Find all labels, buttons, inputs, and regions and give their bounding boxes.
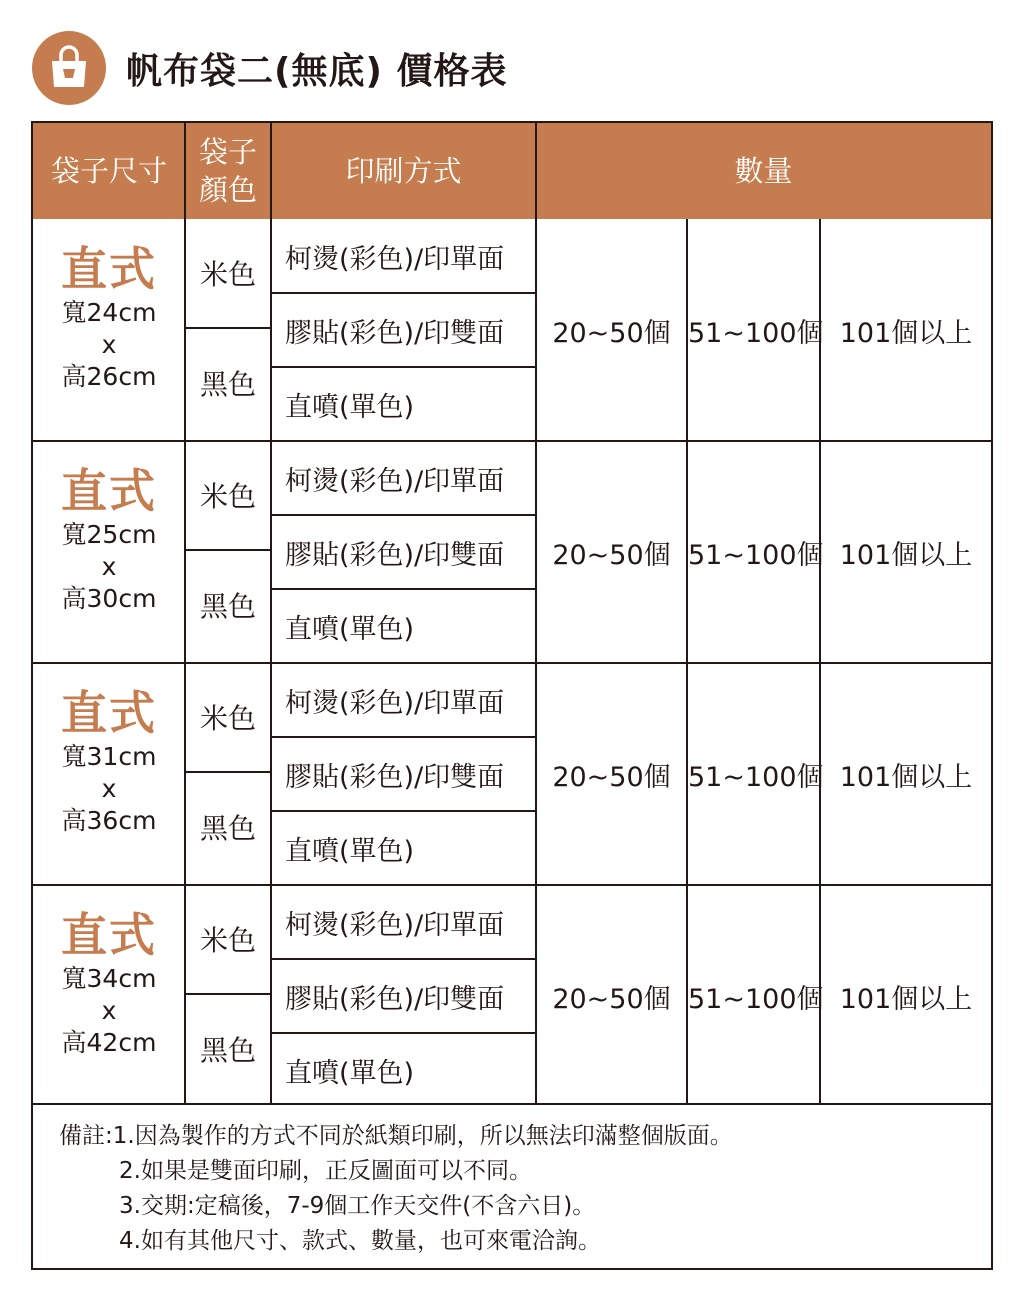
tote-bag-icon [32,31,106,105]
page-header [32,30,507,106]
size-height: 高26cm [61,362,157,391]
header-quantity: 數量 [734,154,793,188]
quantity-tier: 20~50個 [552,762,671,793]
header-size: 袋子尺寸 [50,154,167,188]
quantity-tier: 51~100個 [688,762,824,793]
print-method: 直噴(單色) [285,614,415,645]
quantity-tier: 101個以上 [839,762,973,793]
print-method: 膠貼(彩色)/印雙面 [285,318,505,349]
print-method: 柯燙(彩色)/印單面 [285,466,505,497]
size-kind: 直式 [61,686,157,740]
quantity-tier: 51~100個 [688,984,824,1015]
notes [59,1119,733,1259]
quantity-tier: 20~50個 [552,318,671,349]
quantity-tier: 51~100個 [688,540,824,571]
size-height: 高36cm [61,806,157,835]
size-width: 寬24cm [61,298,157,327]
size-width: 寬34cm [61,964,157,993]
header-method: 印刷方式 [345,154,462,188]
quantity-tier: 101個以上 [839,318,973,349]
size-x: x [101,774,117,803]
quantity-tier: 101個以上 [839,984,973,1015]
color-black: 黑色 [199,368,256,401]
header-color: 袋子 顏色 [198,135,257,207]
quantity-tier: 101個以上 [839,540,973,571]
color-beige: 米色 [199,702,256,735]
size-cell [33,907,185,1059]
print-method: 膠貼(彩色)/印雙面 [285,540,505,571]
page-title: 帆布袋二(無底) 價格表 [126,50,508,92]
size-cell [33,463,185,615]
size-height: 高42cm [61,1028,157,1057]
print-method: 直噴(單色) [285,1058,415,1089]
print-method: 柯燙(彩色)/印單面 [285,910,505,941]
quantity-tier: 20~50個 [552,540,671,571]
color-black: 黑色 [199,812,256,845]
size-kind: 直式 [61,242,157,296]
color-beige: 米色 [199,924,256,957]
color-beige: 米色 [199,480,256,513]
print-method: 柯燙(彩色)/印單面 [285,688,505,719]
size-kind: 直式 [61,464,157,518]
quantity-tier: 51~100個 [688,318,824,349]
note-1: 備註:1.因為製作的方式不同於紙類印刷，所以無法印滿整個版面。 [59,1123,733,1149]
quantity-tier: 20~50個 [552,984,671,1015]
print-method: 柯燙(彩色)/印單面 [285,244,505,275]
size-cell [33,685,185,837]
price-table [31,121,993,1270]
size-height: 高30cm [61,584,157,613]
size-x: x [101,996,117,1025]
print-method: 直噴(單色) [285,836,415,867]
size-cell [33,241,185,393]
note-2: 2.如果是雙面印刷，正反圖面可以不同。 [119,1158,532,1184]
print-method: 膠貼(彩色)/印雙面 [285,984,505,1015]
note-3: 3.交期:定稿後，7-9個工作天交件(不含六日)。 [119,1193,596,1219]
color-beige: 米色 [199,258,256,291]
size-x: x [101,330,117,359]
size-width: 寬31cm [61,742,157,771]
print-method: 直噴(單色) [285,392,415,423]
print-method: 膠貼(彩色)/印雙面 [285,762,505,793]
color-black: 黑色 [199,1034,256,1067]
size-x: x [101,552,117,581]
size-kind: 直式 [61,908,157,962]
note-4: 4.如有其他尺寸、款式、數量，也可來電洽詢。 [119,1228,601,1254]
size-width: 寬25cm [61,520,157,549]
color-black: 黑色 [199,590,256,623]
